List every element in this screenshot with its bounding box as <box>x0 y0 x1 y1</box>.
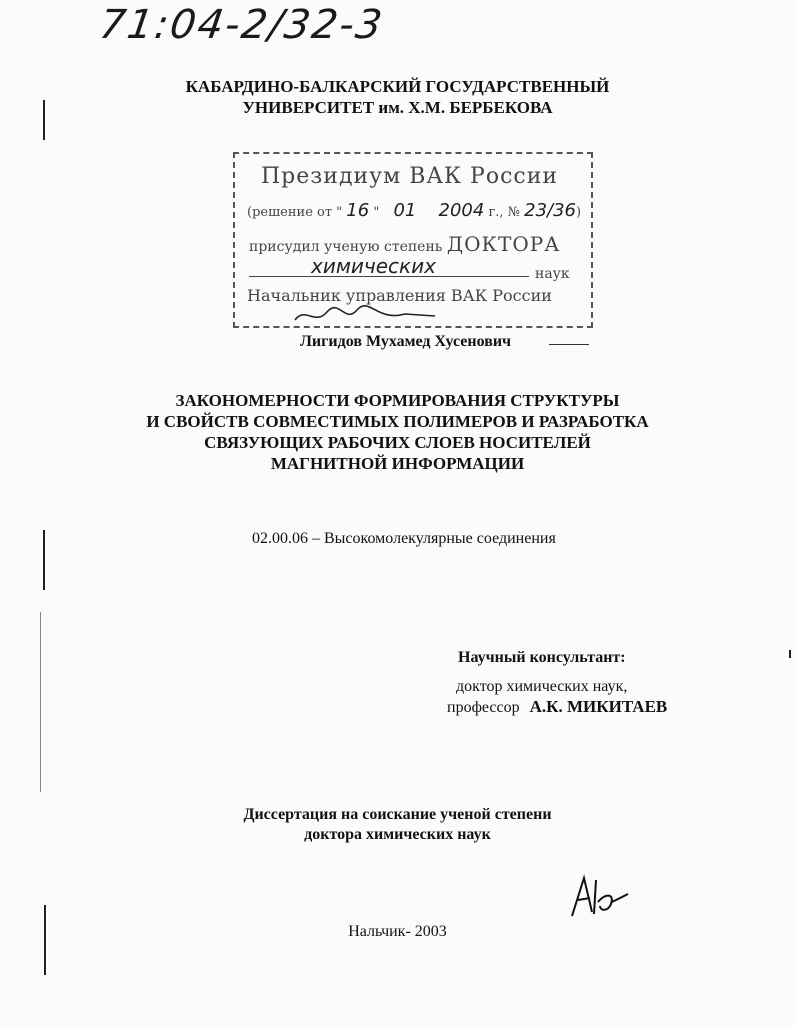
stamp-decision-line: (решение от " 16 " 01 2004 г., № 23/36) <box>247 200 582 221</box>
specialty: 02.00.06 – Высокомолекулярные соединения <box>252 530 556 547</box>
scan-mark-left-bottom <box>44 905 46 975</box>
university-name-line1: КАБАРДИНО-БАЛКАРСКИЙ ГОСУДАРСТВЕННЫЙ <box>185 77 610 96</box>
author-underline <box>549 344 589 345</box>
handwritten-signature <box>566 872 632 922</box>
title-line-4: МАГНИТНОЙ ИНФОРМАЦИИ <box>270 454 525 473</box>
dissertation-line1: Диссертация на соискание ученой степени <box>243 806 552 823</box>
city-year: Нальчик- 2003 <box>348 923 447 940</box>
title-line-3: СВЯЗУЮЩИХ РАБОЧИХ СЛОЕВ НОСИТЕЛЕЙ <box>204 433 591 452</box>
stamp-awarded-line <box>249 232 560 256</box>
consultant-line <box>447 697 667 717</box>
consultant-name: А.К. МИКИТАЕВ <box>529 697 668 716</box>
stamp-awarded-prefix: присудил ученую степень <box>249 239 443 255</box>
author-name: Лигидов Мухамед Хусенович <box>300 333 512 350</box>
scan-mark-left-mid <box>43 530 45 590</box>
dissertation-line2: доктора химических наук <box>304 826 491 843</box>
stamp-signer: Начальник управления ВАК России <box>247 286 552 305</box>
stamp-decision-year: 2004 <box>438 200 485 221</box>
stamp-decision-prefix: (решение от " <box>247 205 343 220</box>
stamp-degree: ДОКТОРА <box>446 232 561 256</box>
scan-mark-left-top <box>43 100 45 140</box>
stamp-science-handwritten: химических <box>311 254 436 278</box>
archive-code: 71:04-2/32-3 <box>96 2 387 48</box>
stamp-header: Президиум ВАК России <box>261 164 559 189</box>
stamp-signature <box>285 304 445 328</box>
vak-stamp <box>233 152 593 328</box>
stamp-decision-day: 16 <box>346 200 370 221</box>
title-line-1: ЗАКОНОМЕРНОСТИ ФОРМИРОВАНИЯ СТРУКТУРЫ <box>175 391 620 410</box>
stamp-decision-month: 01 <box>393 200 417 221</box>
stamp-decision-number: 23/36 <box>524 200 576 221</box>
consultant-degree: доктор химических наук, <box>456 678 628 695</box>
stamp-science-suffix: наук <box>535 266 570 282</box>
scan-mark-right <box>789 650 791 658</box>
scan-mark-left-line <box>40 612 41 792</box>
consultant-label: Научный консультант: <box>458 649 626 666</box>
consultant-position: профессор <box>447 699 520 716</box>
university-name-line2: УНИВЕРСИТЕТ им. Х.М. БЕРБЕКОВА <box>242 98 553 117</box>
title-line-2: И СВОЙСТВ СОВМЕСТИМЫХ ПОЛИМЕРОВ И РАЗРАБОТКА <box>146 412 649 431</box>
stamp-number-label: г., № <box>488 205 520 220</box>
